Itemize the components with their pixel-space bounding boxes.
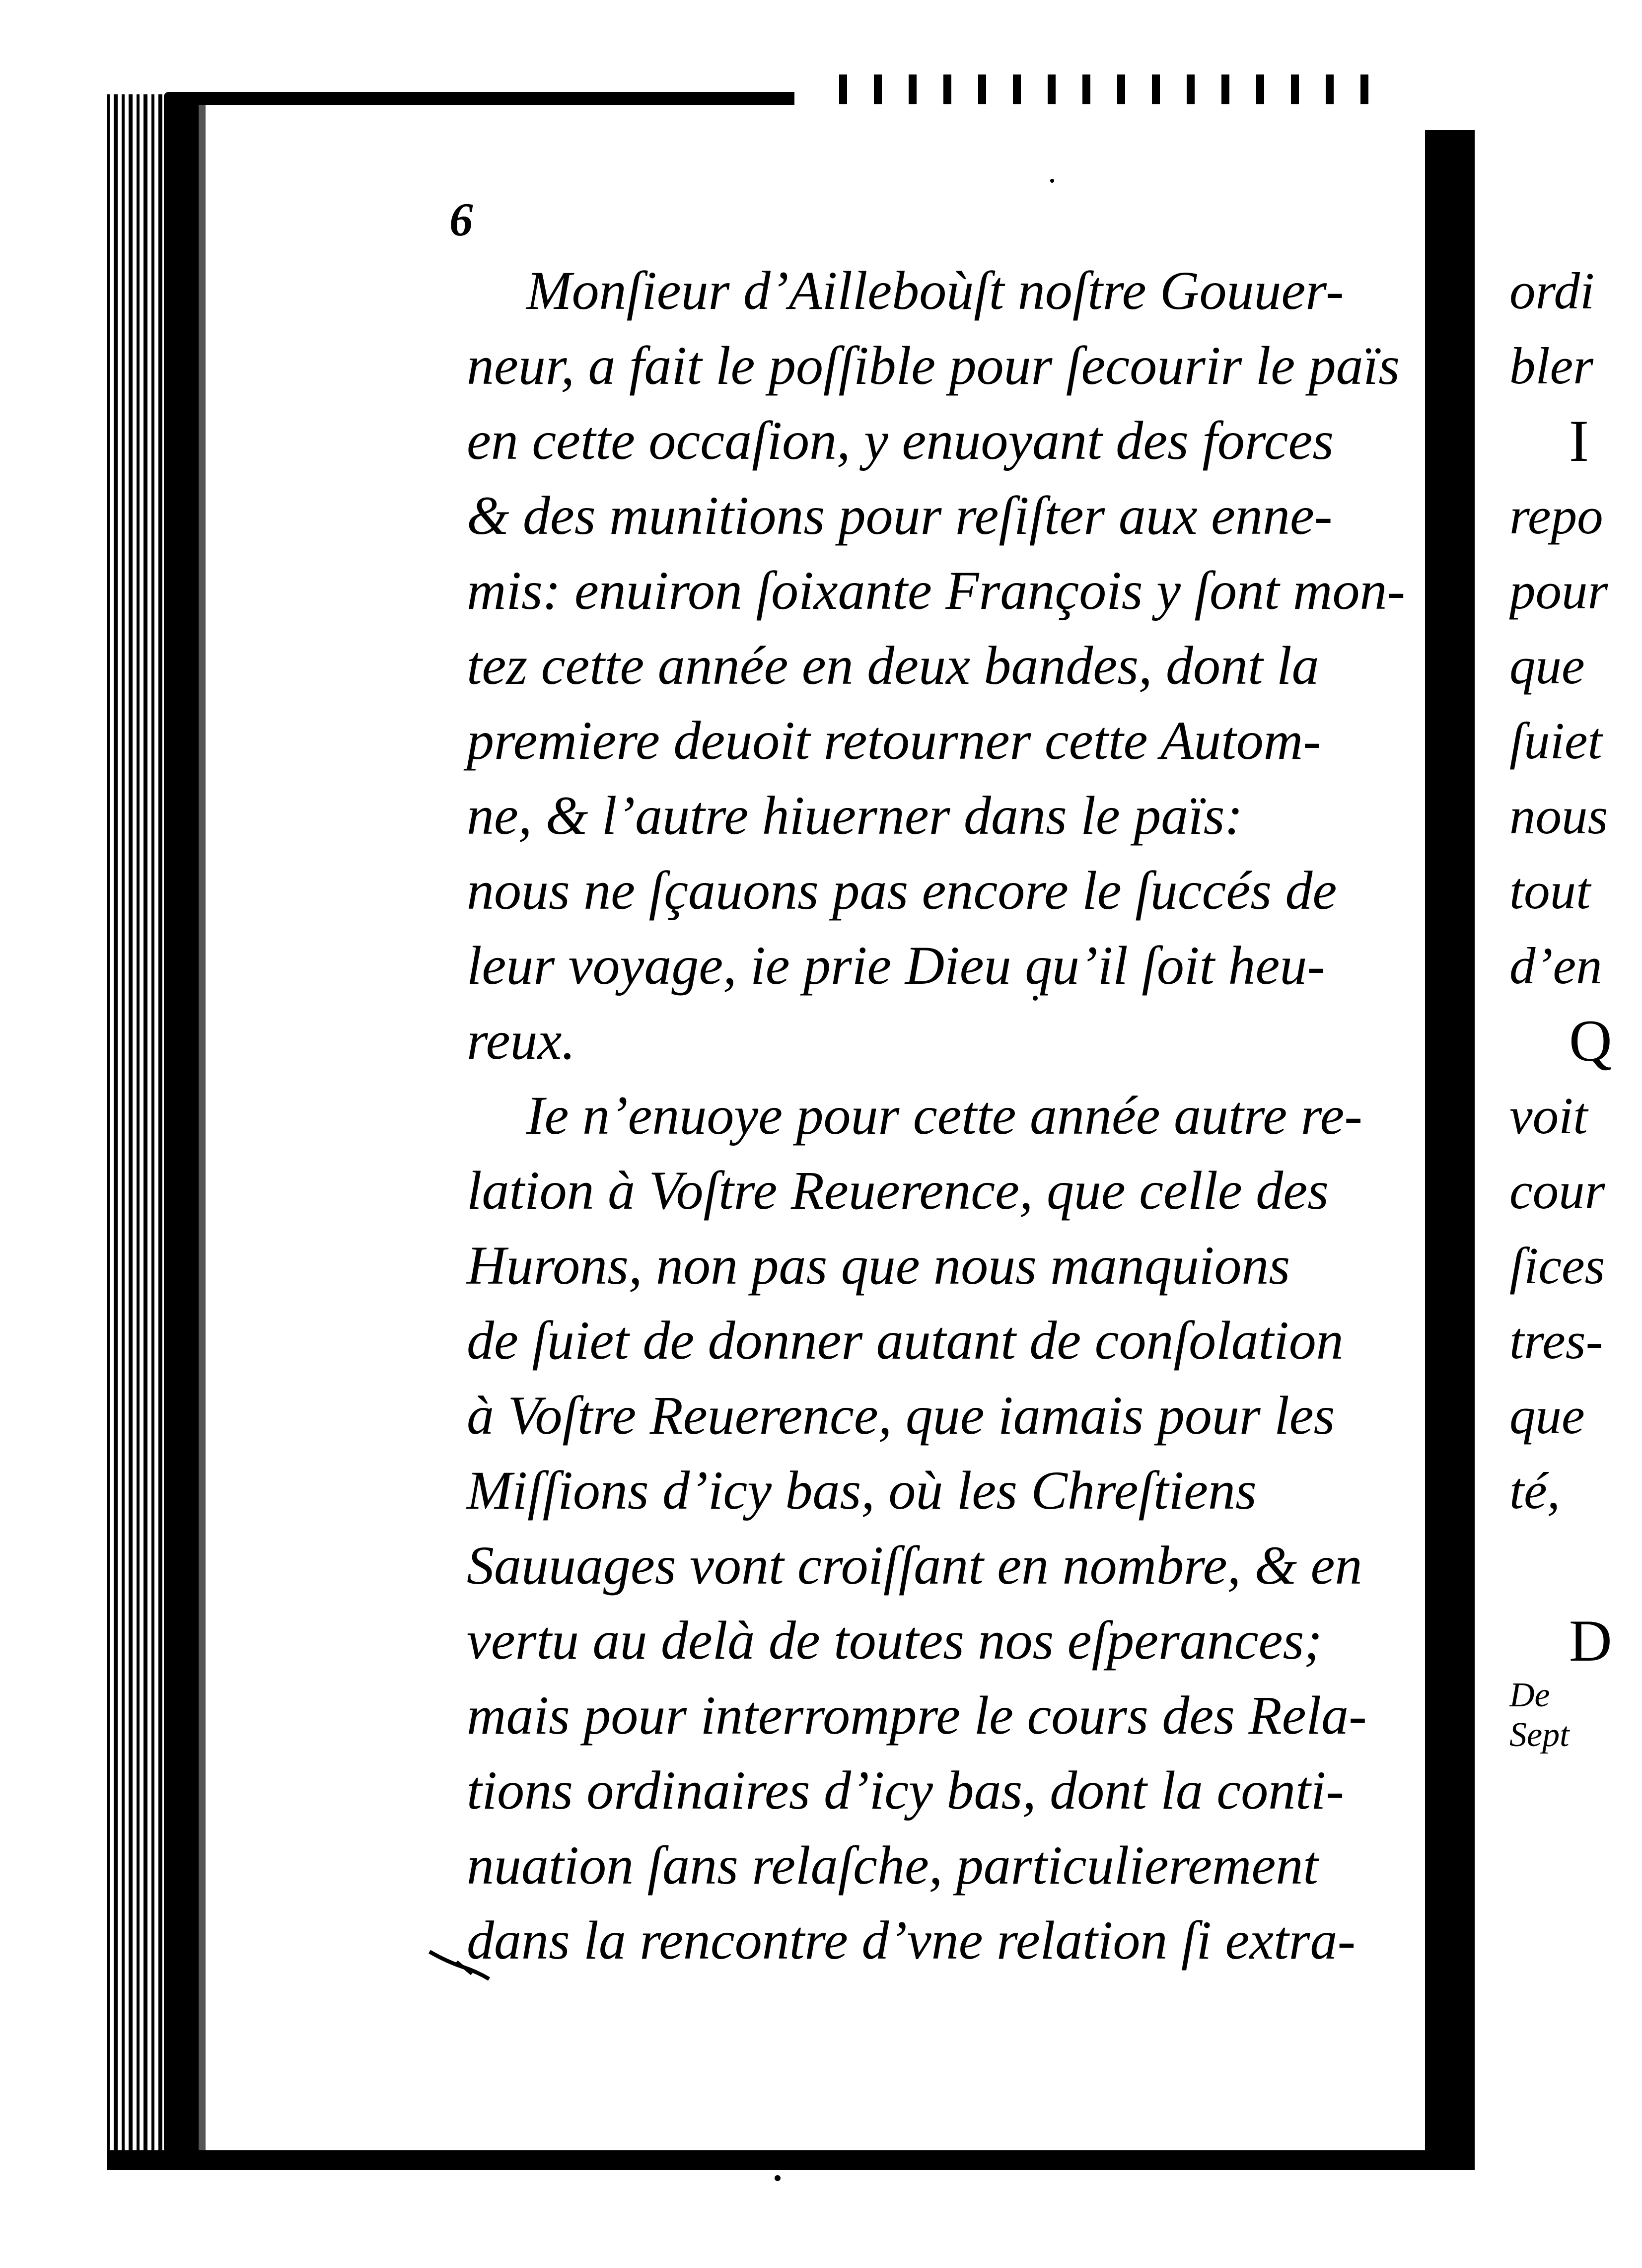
text-line: Monſieur d’Ailleboùſt noſtre Gouuer- [526, 260, 1344, 321]
facing-line: tres- [1509, 1312, 1603, 1370]
text-line: & des munitions pour reſiſter aux enne- [467, 485, 1333, 546]
text-line: en cette occaſion, y enuoyant des forces [467, 410, 1334, 471]
facing-line [1509, 1528, 1642, 1603]
facing-line: ſices [1509, 1237, 1605, 1295]
text-line: mis: enuiron ſoixante François y ſont mon- [467, 560, 1406, 621]
facing-line: tout [1509, 862, 1591, 920]
text-line: Hurons, non pas que nous manquions [467, 1235, 1290, 1296]
ink-flourish-mark [427, 1947, 492, 1981]
text-line: reux. [467, 1010, 575, 1071]
margin-note-line: De [1509, 1676, 1550, 1714]
text-line: de ſuiet de donner autant de conſolation [467, 1310, 1344, 1371]
text-line: nous ne ſçauons pas encore le ſuccés de [467, 860, 1337, 921]
facing-line: ſuiet [1509, 712, 1602, 770]
facing-line: pour [1509, 562, 1608, 620]
top-edge-marks [839, 74, 1370, 104]
facing-line: bler [1509, 337, 1594, 395]
facing-line: que [1509, 1387, 1585, 1445]
facing-line: ordi [1509, 262, 1595, 320]
book-binding-shadow [164, 99, 199, 2165]
facing-line: Q [1569, 1008, 1612, 1074]
text-line: ne, & l’autre hiuerner dans le païs: [467, 785, 1243, 846]
facing-page-fragment [1509, 253, 1642, 1757]
text-line: tez cette année en deux bandes, dont la [467, 635, 1319, 696]
text-line: premiere deuoit retourner cette Autom- [467, 710, 1321, 771]
page-number: 6 [449, 193, 473, 246]
facing-line: voit [1509, 1087, 1588, 1145]
top-page-edge [164, 92, 794, 105]
main-text-block [467, 253, 1406, 1978]
ink-speck [1050, 179, 1054, 183]
bottom-page-edge [107, 2150, 1432, 2170]
text-line: tions ordinaires d’icy bas, dont la conti- [467, 1760, 1344, 1821]
text-line: dans la rencontre d’vne relation ſi extra- [467, 1910, 1356, 1971]
ink-speck [775, 2175, 781, 2181]
facing-line: D [1569, 1608, 1612, 1674]
text-line: nuation ſans relaſche, particulierement [467, 1835, 1318, 1896]
ink-speck [1033, 996, 1038, 1001]
margin-note-line: Sept [1509, 1716, 1570, 1754]
text-line: à Voſtre Reuerence, que iamais pour les [467, 1385, 1335, 1446]
facing-line: nous [1509, 787, 1608, 845]
text-line: Sauuages vont croiſſant en nombre, & en [467, 1535, 1362, 1596]
facing-line: té, [1509, 1462, 1561, 1520]
text-line: leur voyage, ie prie Dieu qu’il ſoit heu- [467, 935, 1325, 996]
facing-line: cour [1509, 1162, 1605, 1220]
text-line: Miſſions d’icy bas, où les Chreſtiens [467, 1460, 1257, 1521]
facing-line: que [1509, 637, 1585, 695]
facing-line: repo [1509, 487, 1603, 545]
binding-gutter-line [199, 104, 206, 2160]
text-line: neur, a fait le poſſible pour ſecourir le païs [467, 335, 1400, 396]
text-line: Ie n’enuoye pour cette année autre re- [526, 1085, 1362, 1146]
facing-line: I [1569, 408, 1589, 474]
text-line: mais pour interrompre le cours des Rela- [467, 1685, 1367, 1746]
text-line: lation à Voſtre Reuerence, que celle des [467, 1160, 1329, 1221]
facing-line: d’en [1509, 937, 1602, 995]
text-line: vertu au delà de toutes nos eſperances; [467, 1610, 1322, 1671]
center-gutter-shadow [1425, 130, 1475, 2170]
